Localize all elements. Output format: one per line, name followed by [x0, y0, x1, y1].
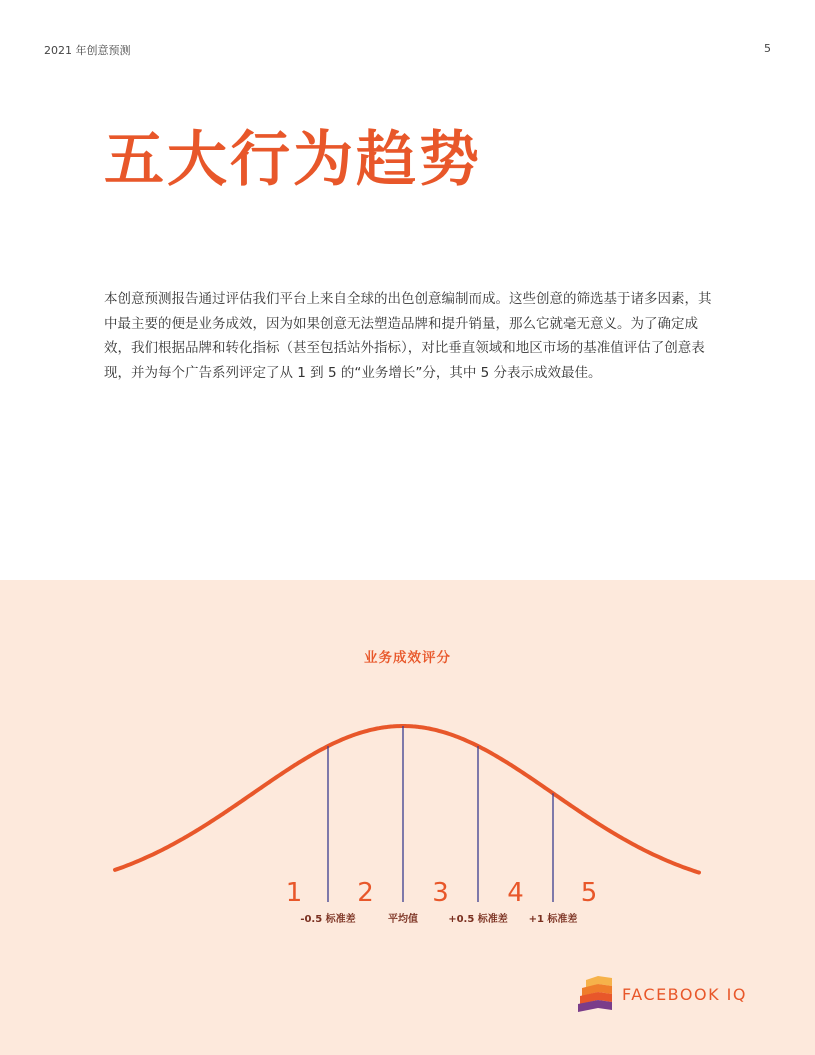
score-label: 5: [580, 878, 598, 908]
sd-tick-label: 平均值: [388, 914, 418, 925]
sd-tick-label: +1 标准差: [528, 914, 578, 925]
chart-title: 业务成效评分: [364, 650, 451, 666]
running-header: 2021 年创意预测: [44, 44, 131, 57]
score-label: 4: [507, 878, 524, 908]
bell-curve-line: [115, 726, 699, 873]
bell-curve-chart: [0, 580, 815, 980]
intro-paragraph: 本创意预测报告通过评估我们平台上来自全球的出色创意编制而成。这些创意的筛选基于诸多因素，其中最主要的便是业务成效，因为如果创意无法塑造品牌和提升销量，那么它就毫无意义。为了确定成效，我们根据品牌和转化指标（甚至包括站外指标），对比垂直领域和地区市场的基准值评估了创意表现，并为每个广告系列评定了从 1 到 5 的“业务增长”分，其中 5 分表示成效最佳。: [104, 291, 712, 381]
sd-tick-label: +0.5 标准差: [448, 914, 508, 925]
sd-tick-label: -0.5 标准差: [300, 914, 356, 925]
facebook-iq-logo: [578, 976, 747, 1012]
facebook-iq-logo-icon: [578, 976, 612, 1012]
score-label: 3: [432, 878, 449, 908]
page-number: 5: [764, 42, 771, 55]
page-title: 五大行为趋势: [104, 125, 482, 195]
facebook-iq-wordmark: FACEBOOK IQ: [622, 984, 747, 1004]
score-label: 1: [285, 878, 303, 908]
score-label: 2: [357, 878, 374, 908]
